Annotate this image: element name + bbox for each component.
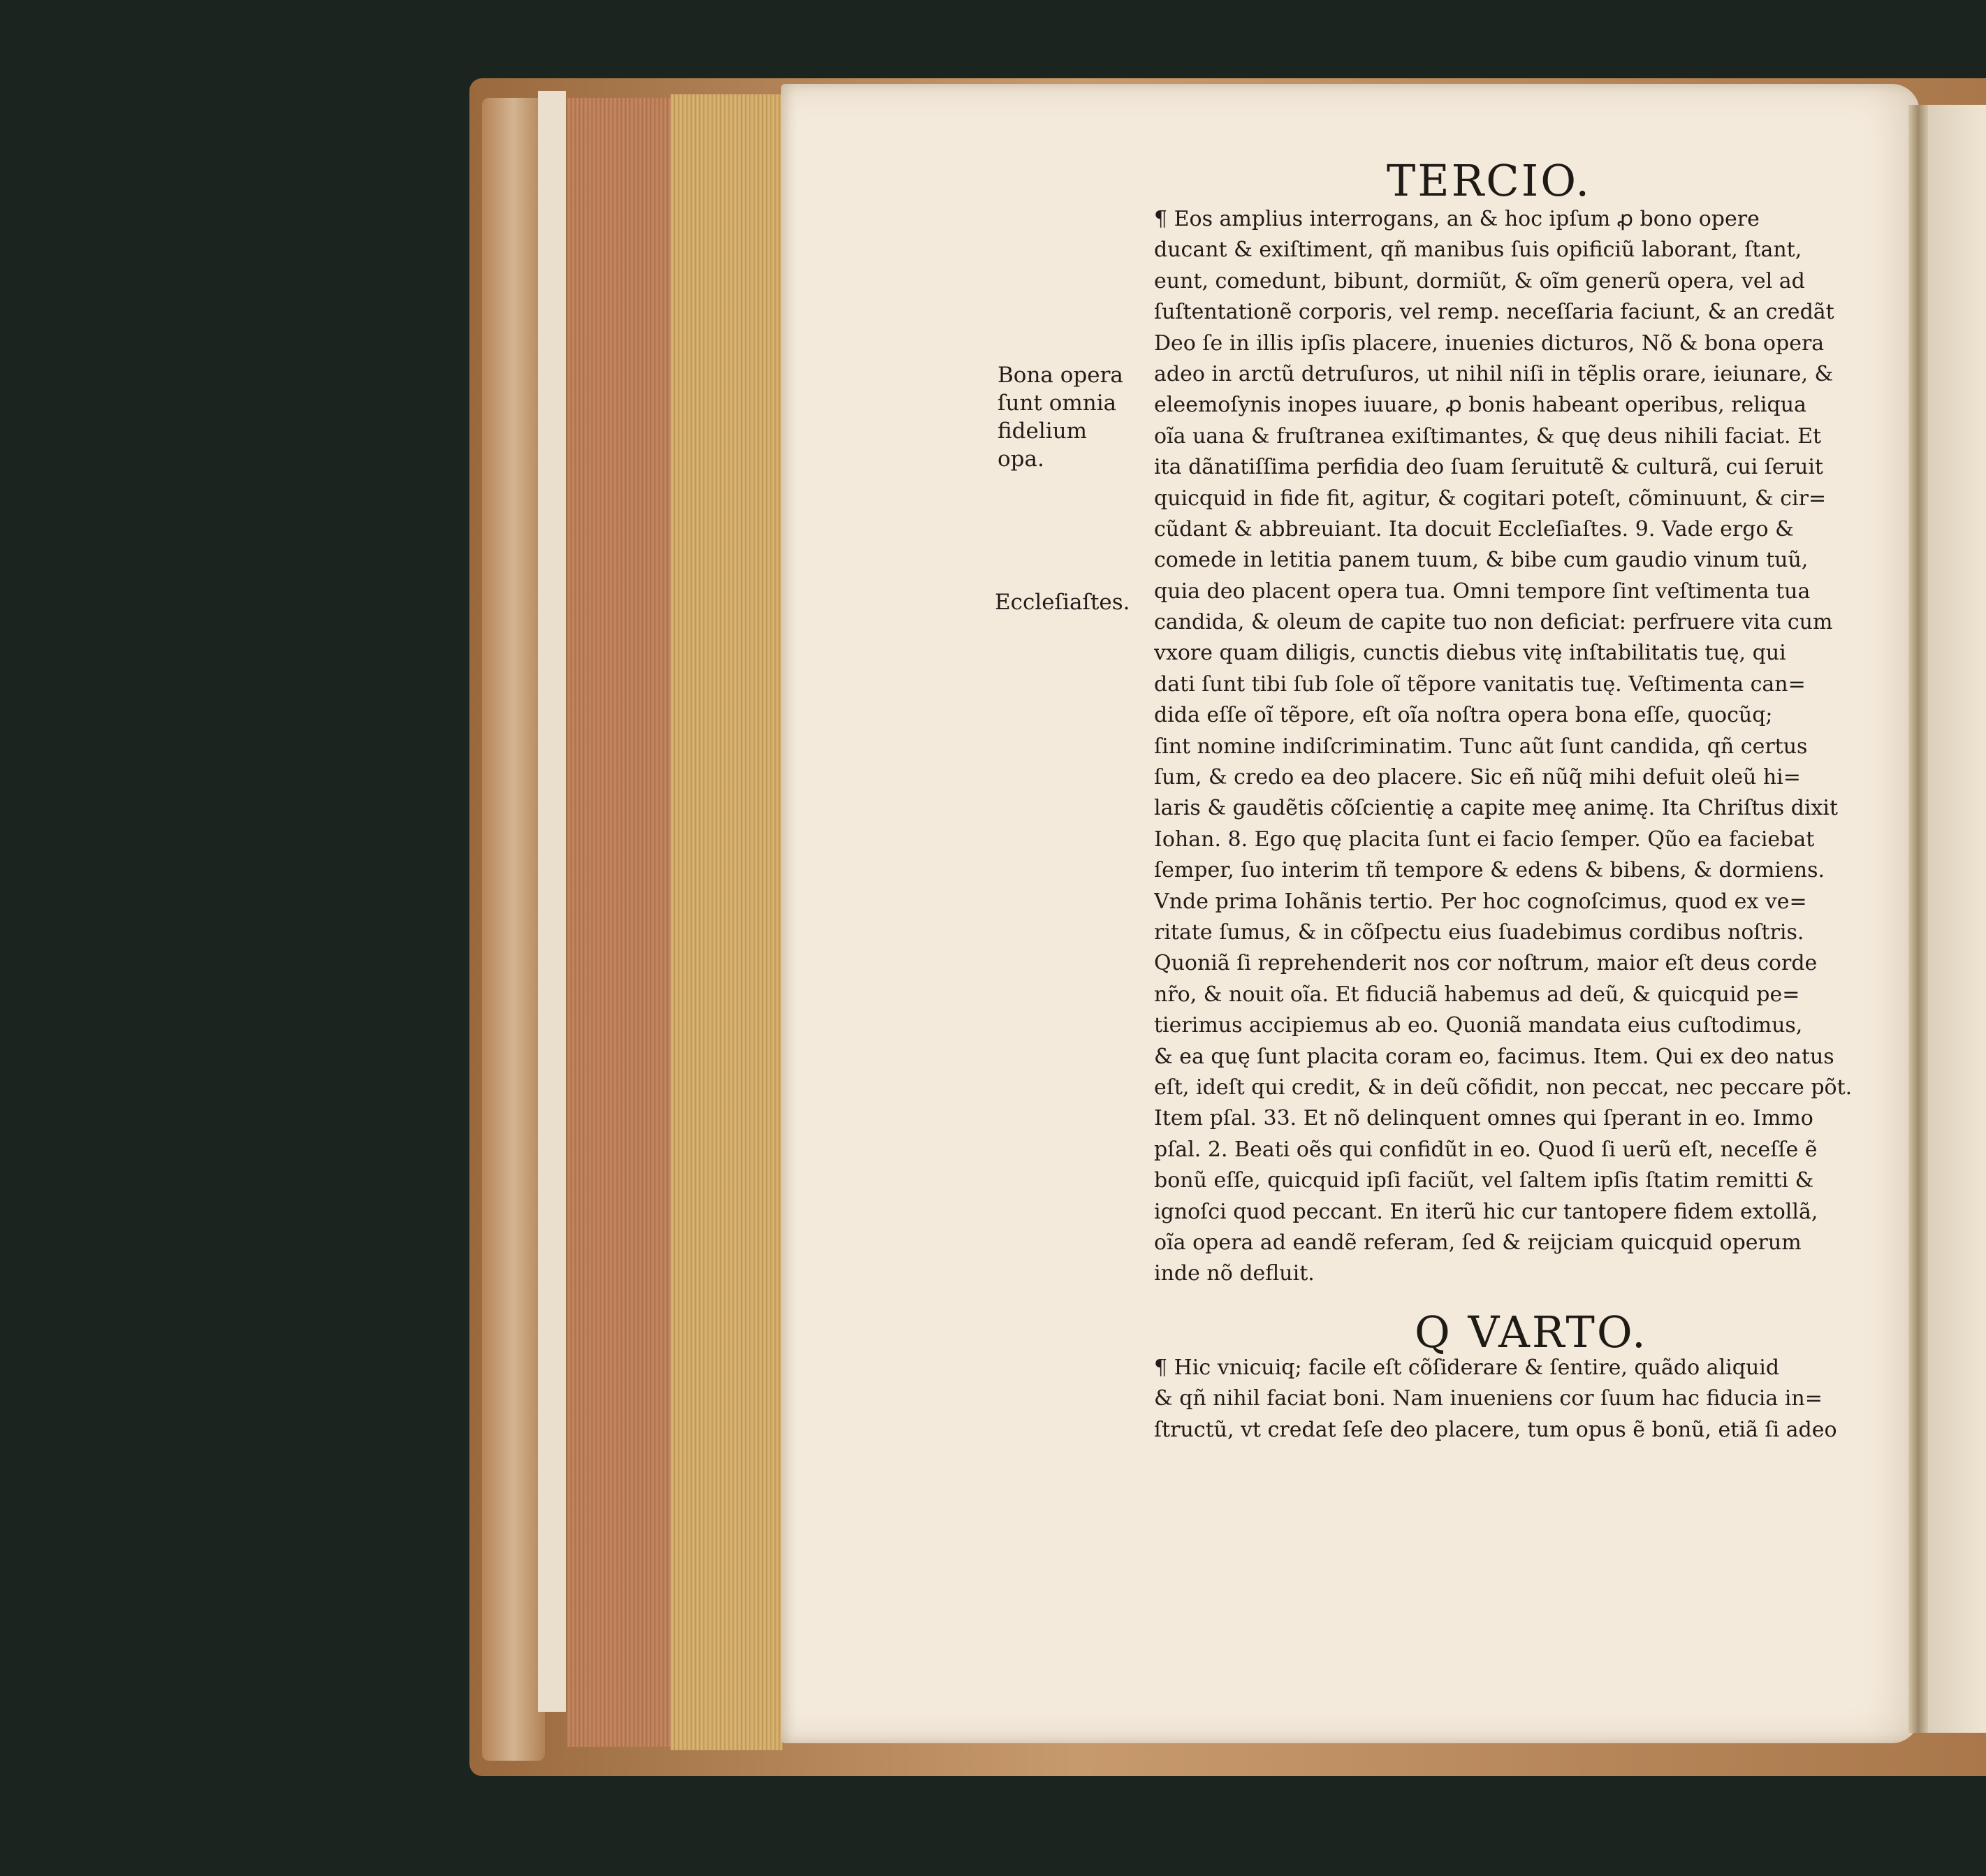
body-text-tercio [1154,204,1865,1290]
text-line: Item pſal. 33. Et nõ delinquent omnes qui ſperant in eo. Immo [1154,1106,1813,1131]
text-line: ſuſtentationẽ corporis, vel remp. neceſſaria faciunt, & an credãt [1154,300,1834,325]
text-line: vxore quam diligis, cunctis diebus vitę inſtabilitatis tuę, qui [1154,641,1786,666]
marginal-line: opa. [998,446,1044,472]
text-line: oĩa uana & fruſtranea exiſtimantes, & quę deus nihili faciat. Et [1154,423,1822,449]
marginal-line: Eccleſiaſtes. [995,590,1130,615]
section-heading-tercio: TERCIO. [1387,155,1592,206]
text-line: ducant & exiſtiment, qñ manibus ſuis opificiũ laborant, ſtant, [1154,238,1802,263]
text-line: adeo in arctũ detruſuros, ut nihil niſi in tẽplis orare, ieiunare, & [1154,361,1834,386]
text-line: ſtructũ, vt credat ſeſe deo placere, tum opus ẽ bonũ, etiã ſi adeo [1154,1417,1837,1442]
text-line: cũdant & abbreuiant. Ita docuit Eccleſiaſtes. 9. Vade ergo & [1154,516,1794,541]
marginal-line: Bona opera [998,363,1123,388]
text-line: laris & gaudẽtis cõſcientię a capite meę animę. Ita Chriſtus dixit [1154,796,1839,821]
text-line: quicquid in fide fit, agitur, & cogitari poteſt, cõminuunt, & cir= [1154,486,1827,511]
page-edges-gold [671,94,782,1750]
marginal-line: fidelium [998,419,1088,444]
section-heading-quarto: Q VARTO. [1415,1307,1648,1358]
text-line: dida eſſe oĩ tẽpore, eſt oĩa noſtra opera bona eſſe, quocũq; [1154,703,1773,728]
marginal-line: ſunt omnia [998,391,1117,416]
text-line: ſemper, ſuo interim tñ tempore & edens & bibens, & dormiens. [1154,858,1825,883]
text-line: ignoſci quod peccant. En iterũ hic cur tantopere fidem extollã, [1154,1199,1818,1224]
page-edges-red [567,98,672,1747]
text-line: tierimus accipiemus ab eo. Quoniã mandata eius cuſtodimus, [1154,1013,1803,1038]
text-line: eunt, comedunt, bibunt, dormiũt, & oĩm generũ opera, vel ad [1154,268,1805,293]
text-line: ſum, & credo ea deo placere. Sic eñ nũq̃ mihi defuit oleũ hi= [1154,765,1801,790]
text-line: ritate ſumus, & in cõſpectu eius ſuadebimus cordibus noſtris. [1154,919,1804,945]
facing-page [1920,105,1986,1733]
text-line: dati ſunt tibi ſub ſole oĩ tẽpore vanitatis tuę. Veſtimenta can= [1154,671,1806,697]
flyleaf [538,91,566,1712]
text-line: pſal. 2. Beati oẽs qui confidũt in eo. Quod ſi uerũ eſt, neceſſe ẽ [1154,1137,1818,1162]
gutter [1908,105,1928,1733]
text-line: Vnde prima Iohãnis tertio. Per hoc cognoſcimus, quod ex ve= [1154,889,1807,914]
text-line: eleemoſynis inopes iuuare, ꝓ bonis habeant operibus, reliqua [1154,393,1806,418]
text-line: candida, & oleum de capite tuo non deficiat: perfruere vita cum [1154,610,1833,635]
text-line: Iohan. 8. Ego quę placita ſunt ei facio ſemper. Qũo ea faciebat [1154,827,1815,852]
text-line: Quoniã ſi reprehenderit nos cor noſtrum, maior eſt deus corde [1154,951,1818,976]
marginal-note-bona-opera [998,361,1123,473]
text-line: eſt, ideſt qui credit, & in deũ cõfidit, non peccat, nec peccare põt. [1154,1075,1853,1100]
text-line: comede in letitia panem tuum, & bibe cum gaudio vinum tuũ, [1154,548,1809,573]
text-line: Deo ſe in illis ipſis placere, inuenies dicturos, Nõ & bona opera [1154,330,1825,356]
text-line: inde nõ defluit. [1154,1261,1315,1286]
text-line: & qñ nihil faciat boni. Nam inueniens cor ſuum hac fiducia in= [1154,1386,1823,1411]
cover-turn-in [482,98,545,1761]
marginal-note-ecclesiastes [995,588,1130,616]
text-line: oĩa opera ad eandẽ referam, ſed & reijciam quicquid operum [1154,1230,1802,1255]
text-line: nr̃o, & nouit oĩa. Et fiduciã habemus ad deũ, & quicquid pe= [1154,982,1800,1007]
text-line: bonũ eſſe, quicquid ipſi faciũt, vel ſaltem ipſis ſtatim remitti & [1154,1168,1814,1193]
text-line: ſint nomine indiſcriminatim. Tunc aũt ſunt candida, qñ certus [1154,734,1808,759]
body-text-quarto [1154,1353,1865,1446]
text-line: & ea quę ſunt placita coram eo, facimus. Item. Qui ex deo natus [1154,1044,1834,1069]
text-line: ita dãnatiſſima perfidia deo ſuam ſeruitutẽ & culturã, cui ſeruit [1154,455,1823,480]
text-line: ¶ Eos amplius interrogans, an & hoc ipſum ꝓ bono opere [1154,207,1760,231]
text-line: quia deo placent opera tua. Omni tempore ſint veſtimenta tua [1154,579,1811,604]
text-line: ¶ Hic vnicuiq; facile eſt cõſiderare & ſentire, quãdo aliquid [1154,1355,1780,1380]
